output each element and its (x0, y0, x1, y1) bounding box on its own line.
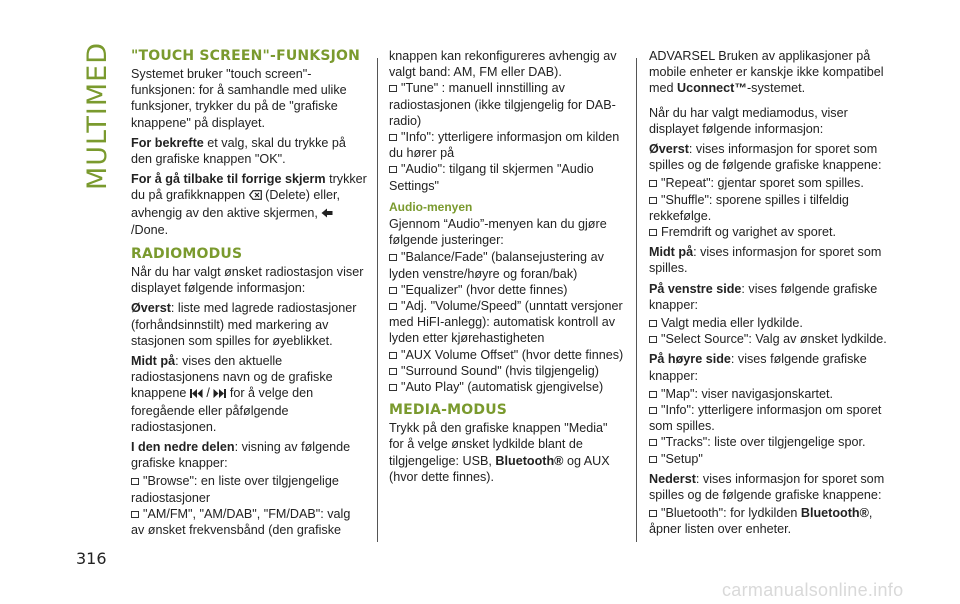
list-item (131, 473, 367, 505)
list-item (649, 331, 887, 347)
list-item-text: "Bluetooth": for lydkilden (661, 506, 801, 521)
paragraph-band-continued: knappen kan rekonfigureres avhengig av valgt band: AM, FM eller DAB). (389, 49, 617, 80)
list-item-text: "AM/FM", "AM/DAB", "FM/DAB": valg av ønsket frekvensbånd (den grafiske (131, 506, 351, 538)
page-number: 316 (76, 549, 107, 568)
checkbox-bullet-icon (649, 439, 657, 446)
checkbox-bullet-icon (131, 478, 139, 485)
heading-radio-mode: RADIOMODUS (131, 246, 243, 263)
bold-term: Uconnect™ (677, 81, 747, 96)
bold-term: På venstre side (649, 281, 742, 296)
list-item (131, 506, 367, 538)
text: ADVARSEL Bruken av applikasjoner på mobile enheter er kanskje ikke kompatibel med (649, 49, 884, 96)
list-item-text: "Tune" : manuell innstilling av radiostasjonen (ikke tilgjengelig for DAB-radio) (389, 81, 616, 128)
list-item (649, 451, 887, 467)
bold-term: For bekrefte (131, 135, 204, 150)
skip-previous-icon (190, 386, 203, 402)
paragraph-media-top (649, 141, 887, 173)
list-item-text: "Adj. "Volume/Speed” (unntatt versjoner med HiFI-anlegg): automatisk kontroll av lyden etter kjørehastigheten (389, 299, 623, 346)
checkbox-bullet-icon (389, 254, 397, 261)
list-item (649, 434, 887, 450)
list-item (649, 224, 887, 240)
paragraph-media-middle (649, 244, 887, 276)
list-item-text: "Surround Sound" (hvis tilgjengelig) (401, 363, 599, 378)
checkbox-bullet-icon (649, 456, 657, 463)
list-item (389, 347, 625, 363)
list-item-text: "Select Source": Valg av ønsket lydkilde. (661, 332, 887, 347)
text: : vises informasjon for sporet som spilles og de følgende grafiske knappene: (649, 142, 882, 173)
text: : vises den aktuelle radiostasjonens navn og de grafiske knappene (131, 354, 333, 401)
bold-term: På høyre side (649, 352, 731, 367)
text: : visning av følgende grafiske knapper: (131, 440, 351, 471)
text: /Done. (131, 222, 169, 237)
list-item-text: "Map": viser navigasjonskartet. (661, 386, 834, 401)
bold-term: Øverst (649, 142, 689, 157)
paragraph-radio-top (131, 300, 367, 349)
text: : vises følgende grafiske knapper: (649, 281, 878, 312)
list-item-text: "Tracks": liste over tilgjengelige spor. (661, 435, 866, 450)
paragraph-touch-intro: Systemet bruker "touch screen"-funksjonen: for å samhandle med ulike funksjoner, trykker du på de "grafiske knappene" på displayet. (131, 67, 347, 130)
checkbox-bullet-icon (131, 511, 139, 518)
column-3 (649, 48, 887, 538)
paragraph-audio-intro: Gjennom “Audio”-menyen kan du gjøre følgende justeringer: (389, 217, 607, 248)
checkbox-bullet-icon (389, 85, 397, 92)
checkbox-bullet-icon (649, 320, 657, 327)
text: et valg, skal du trykke på den grafiske knappen "OK". (131, 135, 346, 167)
list-item-text: "Setup" (661, 451, 703, 466)
list-item (649, 505, 887, 537)
column-2 (389, 48, 625, 489)
text: for å velge den foregående eller påfølgende radiostasjonen. (131, 386, 314, 434)
paragraph-back (131, 171, 367, 238)
checkbox-bullet-icon (649, 336, 657, 343)
list-item (649, 386, 887, 402)
checkbox-bullet-icon (649, 407, 657, 414)
list-item (389, 161, 625, 193)
checkbox-bullet-icon (649, 391, 657, 398)
checkbox-bullet-icon (649, 510, 657, 517)
bold-term: Bluetooth® (800, 506, 869, 521)
list-item-text: "AUX Volume Offset" (hvor dette finnes) (401, 347, 624, 362)
watermark: carmanualsonline.info (722, 580, 904, 600)
checkbox-bullet-icon (649, 180, 657, 187)
list-item (649, 175, 887, 191)
text: Trykk på den grafiske knappen "Media" for å velge ønsket lydkilde blant de tilgjengelige: USB, (389, 421, 608, 468)
checkbox-bullet-icon (389, 384, 397, 391)
list-item (389, 282, 625, 298)
list-item (389, 379, 625, 395)
list-item-text: "Info": ytterligere informasjon om sporet som spilles. (649, 403, 882, 434)
list-item (389, 363, 625, 379)
list-item (389, 298, 625, 347)
skip-next-icon (213, 386, 226, 402)
text: (Delete) eller, avhengig av den aktive skjermen, (131, 188, 341, 220)
checkbox-bullet-icon (649, 229, 657, 236)
checkbox-bullet-icon (649, 197, 657, 204)
heading-media-mode: MEDIA-MODUS (389, 402, 508, 419)
list-item (649, 402, 887, 434)
list-item (389, 80, 625, 129)
list-item-text: "Info": ytterligere informasjon om kilden du hører på (389, 130, 620, 161)
paragraph-warning (649, 48, 887, 97)
delete-icon (249, 188, 262, 204)
checkbox-bullet-icon (389, 134, 397, 141)
text: trykker du på grafikknappen (131, 172, 367, 203)
paragraph-media-left (649, 281, 887, 313)
list-item-text: "Shuffle": sporene spilles i tilfeldig rekkefølge. (649, 192, 849, 223)
paragraph-radio-middle (131, 353, 367, 435)
paragraph-media-info: Når du har valgt mediamodus, viser displayet følgende informasjon: (649, 105, 848, 136)
column-1 (131, 48, 367, 538)
checkbox-bullet-icon (389, 368, 397, 375)
bold-term: Bluetooth® (495, 453, 564, 468)
list-item-text: Fremdrift og varighet av sporet. (661, 225, 836, 240)
bold-term: Nederst (649, 471, 696, 486)
text: / (202, 386, 214, 401)
list-item-text: "Repeat": gjentar sporet som spilles. (661, 176, 864, 191)
paragraph-confirm (131, 135, 367, 167)
list-item (649, 192, 887, 224)
text: : vises informasjon for sporet som spilles. (649, 245, 882, 276)
bold-term: For å gå tilbake til forrige skjerm (131, 172, 326, 187)
list-item-text: "Equalizer" (hvor dette finnes) (401, 282, 568, 297)
bold-term: Midt på (649, 245, 694, 260)
bold-term: Midt på (131, 354, 176, 369)
back-arrow-icon (321, 206, 333, 222)
heading-touch-screen: "TOUCH SCREEN"-FUNKSJON (131, 48, 361, 64)
paragraph-media-intro (389, 420, 625, 485)
text: -systemet. (746, 81, 806, 96)
paragraph-media-right (649, 351, 887, 383)
paragraph-radio-intro: Når du har valgt ønsket radiostasjon viser displayet følgende informasjon: (131, 265, 364, 296)
column-divider-1 (377, 58, 378, 542)
heading-audio-menu: Audio-menyen (389, 199, 473, 214)
text: : vises informasjon for sporet som spilles og de følgende grafiske knappene: (649, 471, 885, 503)
list-item-text: , åpner listen over enheter. (649, 506, 873, 537)
text: : vises følgende grafiske knapper: (649, 352, 867, 383)
list-item-text: "Auto Play" (automatisk gjengivelse) (401, 380, 604, 395)
paragraph-radio-bottom (131, 439, 367, 471)
column-divider-2 (636, 58, 637, 542)
bold-term: Øverst (131, 301, 171, 316)
checkbox-bullet-icon (389, 352, 397, 359)
checkbox-bullet-icon (389, 303, 397, 310)
checkbox-bullet-icon (389, 287, 397, 294)
list-item-text: "Audio": tilgang til skjermen "Audio Settings" (389, 162, 594, 193)
list-item (649, 315, 887, 331)
section-tab-label: MULTIMEDIA (82, 42, 113, 190)
list-item (389, 249, 625, 281)
bold-term: I den nedre delen (131, 440, 235, 455)
section-tab (72, 42, 116, 192)
paragraph-media-bottom (649, 471, 887, 503)
text: og AUX (hvor dette finnes). (389, 453, 610, 484)
text: : liste med lagrede radiostasjoner (forhåndsinnstilt) med markering av stasjonen som spilles for øyeblikket. (131, 301, 357, 348)
list-item-text: "Browse": en liste over tilgjengelige radiostasjoner (131, 474, 339, 505)
list-item (389, 129, 625, 161)
list-item-text: "Balance/Fade" (balansejustering av lyden venstre/høyre og foran/bak) (389, 250, 604, 281)
checkbox-bullet-icon (389, 166, 397, 173)
list-item-text: Valgt media eller lydkilde. (661, 316, 803, 331)
